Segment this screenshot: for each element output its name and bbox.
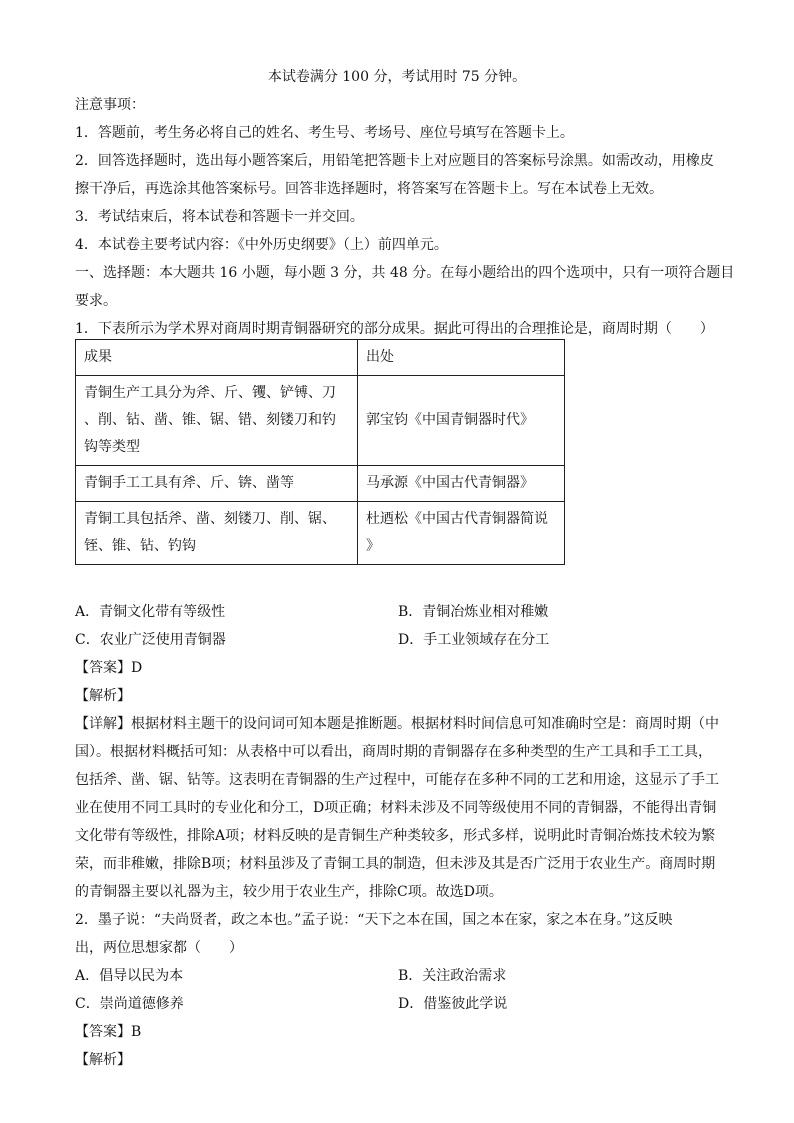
table-cell xyxy=(76,502,358,565)
section-heading: 一、选择题：本大题共 16 小题，每小题 3 分，共 48 分。在每小题给出的四个选项中，只有一项符合题目 xyxy=(75,265,735,281)
option-a: A．青铜文化带有等级性 xyxy=(75,604,226,620)
option-b: B．关注政治需求 xyxy=(398,968,507,984)
table-header-row xyxy=(76,340,565,376)
table-header: 出处 xyxy=(358,340,565,376)
answer-label: 【答案】D xyxy=(75,660,143,676)
cell-line: 青铜工具包括斧、凿、刻镂刀、削、锯、 xyxy=(84,511,336,527)
question-2-stem: 出，两位思想家都（ ） xyxy=(75,940,243,956)
analysis-label: 【解析】 xyxy=(75,688,131,704)
analysis-line: 荣，而非稚嫩，排除B项；材料虽涉及了青铜工具的制造，但未涉及其是否广泛用于农业生产。商周时期 xyxy=(75,856,716,872)
question-1-stem: 1．下表所示为学术界对商周时期青铜器研究的部分成果。据此可得出的合理推论是，商周时期（ ） xyxy=(75,321,714,337)
table-cell xyxy=(358,502,565,565)
table-header: 成果 xyxy=(76,340,358,376)
table-cell xyxy=(358,376,565,466)
option-b: B．青铜冶炼业相对稚嫩 xyxy=(398,604,549,620)
cell-line: 铚、锥、钻、钓钩 xyxy=(84,538,196,554)
option-c: C．农业广泛使用青铜器 xyxy=(75,632,226,648)
analysis-label: 【解析】 xyxy=(75,1052,131,1068)
analysis-line: 国）。根据材料概括可知：从表格中可以看出，商周时期的青铜器存在多种类型的生产工具和手工工具， xyxy=(75,744,712,760)
notes-title: 注意事项： xyxy=(75,97,145,113)
option-d: D．手工业领域存在分工 xyxy=(398,632,550,648)
analysis-line: 的青铜器主要以礼器为主，较少用于农业生产，排除C项。故选D项。 xyxy=(75,884,503,900)
answer-label: 【答案】B xyxy=(75,1024,142,1040)
question-2-stem: 2．墨子说：“夫尚贤者，政之本也。”孟子说：“天下之本在国，国之本在家，家之本在身。”这反映 xyxy=(75,912,673,928)
cell-line: 青铜手工工具有斧、斤、锛、凿等 xyxy=(84,475,294,491)
cell-line: 马承源《中国古代青铜器》 xyxy=(366,475,534,491)
cell-line: 、削、钻、凿、锥、锯、错、刻镂刀和钓 xyxy=(84,412,336,428)
table-cell xyxy=(76,376,358,466)
table-cell xyxy=(358,466,565,502)
exam-header: 本试卷满分 100 分，考试用时 75 分钟。 xyxy=(267,69,527,85)
analysis-line: 【详解】根据材料主题干的设问词可知本题是推断题。根据材料时间信息可知准确时空是：商周时期（中 xyxy=(75,716,719,732)
note-item: 4．本试卷主要考试内容：《中外历史纲要》（上）前四单元。 xyxy=(75,237,448,253)
analysis-line: 业在使用不同工具时的专业化和分工，D项正确；材料未涉及不同等级使用不同的青铜器，不能得出青铜 xyxy=(75,800,717,816)
table-row xyxy=(76,376,565,466)
table-row xyxy=(76,466,565,502)
cell-line: 》 xyxy=(366,538,380,554)
cell-line: 郭宝钧《中国青铜器时代》 xyxy=(366,412,534,428)
analysis-line: 文化带有等级性，排除A项；材料反映的是青铜生产种类较多，形式多样，说明此时青铜冶炼技术较为繁 xyxy=(75,828,716,844)
cell-line: 钩等类型 xyxy=(84,439,140,455)
note-item: 2．回答选择题时，选出每小题答案后，用铅笔把答题卡上对应题目的答案标号涂黑。如需改动，用橡皮 xyxy=(75,153,714,169)
option-a: A．倡导以民为本 xyxy=(75,968,184,984)
option-d: D．借鉴彼此学说 xyxy=(398,996,508,1012)
cell-line: 杜迺松《中国古代青铜器简说 xyxy=(366,511,548,527)
table-cell xyxy=(76,466,358,502)
analysis-line: 包括斧、凿、锯、钻等。这表明在青铜器的生产过程中，可能存在多种不同的工艺和用途，这显示了手工 xyxy=(75,772,719,788)
table-row xyxy=(76,502,565,565)
note-item: 擦干净后，再选涂其他答案标号。回答非选择题时，将答案写在答题卡上。写在本试卷上无效。 xyxy=(75,181,663,197)
note-item: 1．答题前，考生务必将自己的姓名、考生号、考场号、座位号填写在答题卡上。 xyxy=(75,125,574,141)
research-table xyxy=(75,339,565,565)
cell-line: 青铜生产工具分为斧、斤、䦆、铲镈、刀 xyxy=(84,385,336,401)
section-heading: 要求。 xyxy=(75,293,117,309)
note-item: 3．考试结束后，将本试卷和答题卡一并交回。 xyxy=(75,209,364,225)
option-c: C．崇尚道德修养 xyxy=(75,996,184,1012)
